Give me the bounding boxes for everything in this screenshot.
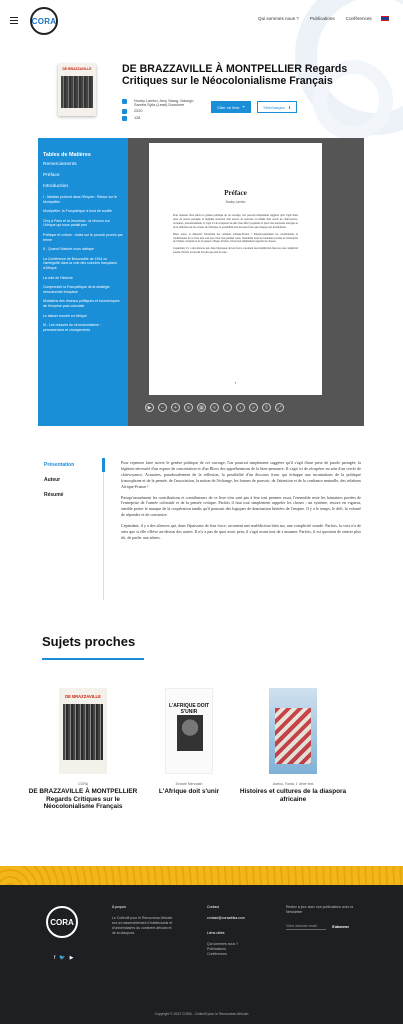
download-button-label: Téléchargez [262, 104, 285, 110]
fullscreen-icon[interactable]: ⤢ [275, 403, 284, 412]
tab-author[interactable]: Auteur [44, 477, 61, 483]
tab-summary[interactable]: Résumé [44, 492, 64, 498]
related-author: Ennahr Mennaah [175, 782, 203, 786]
table-of-contents [38, 138, 128, 426]
footer-logo[interactable]: CORA [46, 906, 78, 938]
play-icon[interactable]: ▶ [145, 403, 154, 412]
menu-icon[interactable] [10, 17, 18, 26]
page-number: 7 [234, 381, 237, 385]
cover-photo [63, 704, 103, 760]
toc-item[interactable]: Préface [43, 173, 60, 178]
copyright: Copyright © 2022 CORA - Collectif pour le Renouveau Africain [154, 1012, 249, 1016]
abstract-paragraph: Cependant, il y a des silences qui, dans l'épaisseur de leur force, racontent une malédiction bien sur, une complicité sourde. Parfois, la voix n'a de sens que si elle s'élève au-dessus des autres. Il n'y a pas de quoi avoir peur, il s'agit avant tout de s'assumer. Parfois, il est question de rentrer plus tôt, de parler aux nôtres. [121, 523, 361, 540]
footer-links-heading: Liens utiles [207, 931, 225, 935]
related-cover[interactable] [59, 688, 107, 774]
page-author: Nouby Lambo [225, 200, 246, 204]
download-icon: ⬇ [287, 104, 292, 110]
cover-photo [61, 76, 93, 108]
book-reader [38, 138, 364, 426]
toc-title: Tables de Matières [43, 152, 91, 158]
cover-title: DE BRAZZAVILLE [65, 694, 101, 699]
decorative-band [0, 866, 403, 885]
share-icon[interactable]: ⇪ [262, 403, 271, 412]
social-links [54, 955, 73, 961]
toc-item[interactable]: Cinq à Paris et la Jeunesse : la réunion sur l'Afrique qui nous parlait peu [43, 218, 110, 228]
toc-item[interactable]: La voie de l'histoire [43, 275, 73, 280]
related-cover[interactable] [165, 688, 213, 774]
cover-title: L'AFRIQUE DOIT S'UNIR [168, 703, 210, 715]
toc-item[interactable]: Introduction [43, 184, 69, 189]
related-book-title[interactable]: DE BRAZZAVILLE À MONTPELLIER Regards Critiques sur le Néocolonialisme Français [28, 788, 138, 810]
toc-item[interactable]: La Conférence de Brazzaville de 1944 ou l'ambiguïté dans la voie des colonies françaises d'Afrique [43, 256, 117, 270]
site-header [0, 0, 403, 40]
page-paragraph: Mais, notre, et dénoncer l'absurdité des relations Afrique-France ! Puisqu'assurément les contributions et contributeurs de ce livre n'en sont pas à leur tout premier essai, l'ensemble reste les lointaines portées de l'entreprise de l'armée coloniale et de la pensée critique. Parfois, il faut tout simplement rappeler les choses. [173, 232, 298, 244]
twitter-icon[interactable]: 🐦 [59, 955, 66, 961]
toc-item[interactable]: Montpellier, la Françafrique à bout de souffle [43, 209, 113, 214]
nav-item-conferences[interactable]: Conférences [345, 16, 372, 21]
footer-about [112, 905, 174, 936]
last-page-icon[interactable]: » [249, 403, 258, 412]
page-paragraph: Cependant, il y a des silences qui, dans l'épaisseur de leur force, racontent une malédiction bien sur, une complicité sourde. Parfois le non-dit dit plus que tout le reste. [173, 247, 298, 255]
calendar-icon [122, 109, 127, 114]
cite-button-label: Citer ce livre [217, 104, 240, 110]
toc-item[interactable]: II - Quand l'histoire nous rattrape [43, 247, 94, 252]
newsletter-form [286, 924, 366, 930]
site-logo[interactable]: CORA [30, 7, 58, 35]
related-book[interactable] [238, 688, 348, 803]
cover-photo [177, 715, 203, 751]
footer-newsletter [286, 905, 366, 930]
site-footer [0, 885, 403, 1024]
toc-item[interactable]: I - Malaise profond dans l'Empire : Retour sur le Montpellier [43, 195, 118, 204]
prev-page-icon[interactable]: ‹ [223, 403, 232, 412]
footer-link[interactable]: Publications [207, 947, 226, 951]
subscribe-button[interactable]: S'abonner [332, 924, 349, 929]
book-meta [122, 99, 194, 123]
next-page-icon[interactable]: › [236, 403, 245, 412]
book-title: DE BRAZZAVILLE À MONTPELLIER Regards Critiques sur le Néocolonialisme Français [122, 63, 348, 87]
presentation-text [121, 460, 361, 546]
zoom-out-icon[interactable]: − [158, 403, 167, 412]
newsletter-text: Restez à jour avec nos publications avec la Newsletter [286, 905, 354, 914]
grid-icon[interactable]: ▦ [197, 403, 206, 412]
reader-page [149, 143, 322, 395]
zoom-in-icon[interactable]: + [171, 403, 180, 412]
newsletter-email-input[interactable]: Votre adresse email [286, 924, 326, 930]
book-authors: Nouby Lambo, Amy Niang, Ndongo Samba Sylla (Lead) Dossinee [134, 99, 194, 107]
toc-item[interactable]: Mutations des réseaux politiques et économiques de l'emprise post-coloniale [43, 299, 120, 308]
footer-email[interactable]: contact@coraafrika.com [207, 916, 245, 920]
related-book-title[interactable]: L'Afrique doit s'unir [158, 788, 220, 795]
download-button[interactable] [257, 101, 297, 113]
footer-contact-heading: Contact [207, 905, 220, 909]
toc-item[interactable]: III - Les ressorts du néocolonialisme : permanences et changements [43, 323, 101, 332]
pages-icon [122, 116, 127, 121]
book-cover [58, 64, 96, 116]
abstract-paragraph: Pour repenser faire suivre le genèse politique de cet ouvrage, l'on pourrait simplement suggérer qu'il s'agit d'une prise de parole partagée, la légitime nécessité d'un espace de concertation et d'un Blocs des appréhensions de la bien-pensance. Il s'agit ici de récupérer au sein d'un cercle de clairvoyance, Actuaires, paradoxalement de la réflexion, la possibilité d'un discours franc qui échappe aux incantations de la politique francophone et de la pensée, de l'association, la notion de l'échange, les formes de pouvoir, de l'attention et de la confiance mutuelle, des relations Afrique-France ! [121, 460, 361, 489]
quote-icon: ❞ [242, 104, 245, 110]
toc-item[interactable]: Politique et culture : notes sur le pouvoir promis par terme [43, 232, 123, 242]
book-pages: 128 [134, 116, 141, 120]
footer-contact [207, 905, 277, 957]
book-year: 2020 [134, 109, 143, 113]
main-nav [258, 16, 372, 21]
toc-item[interactable]: Le laisser mourrir en Afrique [43, 313, 87, 318]
related-author: CORA [77, 782, 89, 786]
page-heading: Préface [224, 189, 247, 197]
related-underline [42, 658, 144, 660]
reader-toolbar [145, 403, 284, 412]
related-title: Sujets proches [42, 634, 136, 649]
active-tab-indicator [102, 458, 105, 472]
abstract-paragraph: Puisqu'assurément les contributions et contributeurs de ce livre n'en sont pas à leur tout premier essai, l'ensemble reste les lointaines portées de l'entreprise de l'armée coloniale et de la pensée critique. Parfois il faut tout simplement rappeler les choses : un système, encore en vigueur, semble porter le masque de la coopération tandis qu'il poursuit des logiques de domination héritées de l'empire. Il y a le temps, le défi, la volonté de répondre et de construire. [121, 494, 361, 518]
nav-item-publications[interactable]: Publications [309, 16, 335, 21]
toc-item[interactable]: Comprendre la Françafrique de la stratégie néocoloniale française [43, 285, 110, 294]
footer-about-heading: À propos [112, 905, 127, 909]
cover-photo [275, 708, 311, 764]
youtube-icon[interactable]: ▶ [69, 955, 74, 961]
related-book[interactable] [28, 688, 138, 811]
facebook-icon[interactable]: f [54, 955, 56, 961]
related-author: Arafou, Fanta, 1 other text [272, 782, 314, 786]
related-book-title[interactable]: Histoires et cultures de la diaspora africaine [239, 788, 347, 803]
related-cover[interactable] [269, 688, 317, 774]
footer-link[interactable]: Qui sommes nous ? [207, 942, 239, 946]
divider [103, 472, 104, 600]
author-icon [122, 99, 127, 104]
page-paragraph: Pour repenser faire suivre le genèse politique de cet ouvrage, l'on pourrait simplement suggérer qu'il s'agit d'une prise de parole partagée, la légitime nécessité d'un espace de relecture ou même d'un cercle de clairvoyance. Actuaires, paradoxalement, il s'agit ici de récupérer au-delà d'un affect populaire la place des nouveaux ancrages et de la réflexion sur les acteurs de l'Afrique, la possibilité d'un discours franc qui échappe aux incantations. [173, 214, 298, 229]
toc-item[interactable]: Remerciements [43, 162, 77, 167]
contents-icon[interactable]: ≡ [184, 403, 193, 412]
related-book[interactable] [134, 688, 244, 796]
nav-item-about[interactable]: Qui sommes nous ? [258, 16, 299, 21]
tab-presentation[interactable]: Présentation [44, 462, 75, 468]
first-page-icon[interactable]: « [210, 403, 219, 412]
footer-link[interactable]: Conférences [207, 952, 227, 956]
details-tabs [44, 458, 106, 503]
cite-button[interactable] [211, 101, 251, 113]
uk-flag-icon[interactable] [381, 16, 389, 21]
footer-about-text: Le Collectif pour le Renouveau Africain est un rassemblement d'intellectuels et d'universitaires du continent africain et de la diaspora. [112, 916, 173, 935]
cover-title: DE BRAZZAVILLE [62, 67, 92, 71]
